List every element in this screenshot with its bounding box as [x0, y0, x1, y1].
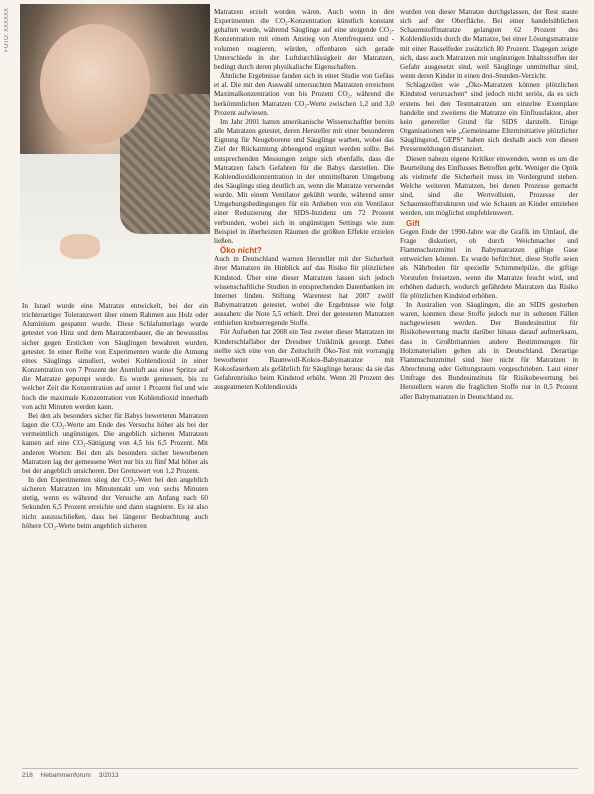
column-1 [22, 302, 208, 764]
paragraph: Auch in Deutschland warnen Hersteller mit der Sicherheit ihrer Matratzen im Hinblick auf das Risiko für plötzlichen Kindstod. Über eine dieser Matratzen lassen sich jedoch wissenschaftliche Studien in entsprechenden Datenbanken im Internet finden. Stiftung Warentest hat 2007 zwölf Babymatratzen getestet, wobei die Ergebnisse wie folgt aussahen: die Note 5,5 erhielt. Drei der getesteten Matratzen enthielten krebserregende Stoffe. [214, 255, 394, 328]
section-heading: Öko nicht? [220, 246, 262, 256]
page-number: 218 [22, 772, 33, 779]
photo-credit: FOTO: XXXXXX [4, 8, 10, 52]
footer-divider [22, 768, 578, 769]
paragraph: Im Jahr 2001 hatten amerikanische Wissenschaftler bereits alle Matratzen getestet, deren Hersteller mit einer besonderen Eignung für Neugeborene und Säuglinge warben, wobei das Ziel der Rückatmung abbeugend ergänzt werden sollte. Bei entsprechenden Messungen zeigte sich ebenfalls, dass die Matratzen falsch Gefahren für die Babys darstellen. Die Kohlendioxidkonzentration in der unmittelbaren Umgebung des Säuglings stieg deutlich an, wenn die Matratze verwendet wurde. Mit einem Ventilator gekühlt wurde, während unter Umgebungsbedingungen für ein Anheben von ein Ventilator einer Reduzierung der SIDS-Inzidenz um 72 Prozent verbunden, wobei sich in ungünstigen Settings wie zum Beispiel in überheizten Räumen die größten Effekte erzielen ließen. [214, 117, 394, 245]
paragraph: wurden von dieser Matratze durchgelassen, der Rest staute sich auf der Oberfläche. Bei einer handelsüblichen Schaumstoffmatratze gelangten 62 Prozent des Kohlendioxids durch die Matratze, bei einer Lösungsmatratze mit einer Rasselfeder zusätzlich 80 Prozent. Dagegen zeigte sich, dass auch Matratzen mit ungünstigen Inhaltsstoffen der Gefahr ausgesetzt sind, weil Säuglinge unmittelbar sind, wenn deren Kinder in einen drei-Stunden-Verzicht. [400, 8, 578, 81]
column-3 [400, 8, 578, 764]
column-2 [214, 8, 394, 764]
baby-photo [20, 4, 210, 294]
paragraph: In Israel wurde eine Matratze entwickelt, bei der ein trichterartiger Toleranzwert über einem Rahmen aus Holz oder Aluminium gespannt wurde. Diese Schlafunterlage wurde getestet von Hinz und dem Matratzenbauer, die an bewusstlos sicher gegen Ersticken von Säuglingen bewahren wurden, getestet. In einer Reihe von Experimenten wurde die Atmung eines Säuglings simuliert, wobei Kohlendioxid in einer Konzentration von 7 Prozent der Atemluft aus einer Spritze auf die Matratze gepumpt wurde. Es wurde gemessen, bis zu welcher Zeit die Konzentration auf unter 1 Prozent fiel und wie hoch die maximale Konzentration von Kohlendioxid innerhalb von acht Minuten werden kann. [22, 302, 208, 411]
photo-baby-hand [60, 234, 100, 259]
magazine-name: Hebammenforum [40, 772, 91, 779]
page-footer [22, 772, 125, 779]
paragraph: Ähnliche Ergebnisse fanden sich in einer Studie von Gefäss et al. Die mit den Auswahl untersuchten Matratzen erreichten Maximalkonzentration von bis Prozent CO₂, während die herkömmlichen Matratzen CO₂-Werte zwischen 1,2 und 3,0 Prozent aufwiesen. [214, 72, 394, 117]
paragraph: Gegen Ende der 1990-Jahre war die Grafik im Umlauf, die Frage diskutiert, ob durch Weichmacher und Flammschutzmittel in Babymatratzen giftige Gase entweichen können. Es wurde befürchtet, diese Stoffe seien als Nährboden für spezielle Schimmelpilze, die giftige Vorstufen freisetzen, wenn die Matratze feucht wird, und erhöhen dadurch, wodurch gefährdete Matratzen das Risiko für plötzlichen Kindstod erhöhen. [400, 227, 578, 300]
issue-number: 3/2013 [98, 772, 119, 779]
paragraph: Bei den als besonders sicher für Babys bewerteten Matratzen lagen die CO₂-Werte am Ende des Versuchs höher als bei der vermeintlich ungünstigen. Die angeblich sicheren Matratzen kamen auf eine CO₂-Sättigung von 4,5 bis 6,5 Prozent. Mit anderen Worten: Bei den als besonders sicher beworbenen Matratzen lag der gemessene Wert nur bis zu fünf Mal höher als bei der angeblich unsicheren. Der Grenzwert von 1,2 Prozent. [22, 411, 208, 475]
paragraph: Schlagzeilen wie „Öko-Matratzen können plötzlichen Kindstod verursachen“ sind jedoch nicht seriös, da es sich erstens bei den Testmatratzen um einzelne Exemplare handelte und zweitens die Matratze ein Einflussfaktor, aber kein genereller Grund für SIDS darstellt. Einige Organisationen wie „Gemeinsame Elterninitiative plötzlicher Säuglingstod, GEPS“ haben sich deshalb auch von diesen Pressemeldungen distanziert. [400, 81, 578, 154]
paragraph: Für Aufsehen hat 2008 ein Test zweier dieser Matratzen im Kinderschlaflabor der Dresdner Uniklinik gesorgt. Dabei stellte sich eine von der Zeitschrift Öko-Test mit vorrangig beworbener Baumwoll-Kokos-Babymatratze mit Kokosfaserkern als gefährlich für Säuglinge heraus: da sie das Gefahrenrisiko beim Kindstod erhöht. Wenn 20 Prozent des ausgeatmeten Kohlendioxids [214, 328, 394, 392]
paragraph: Matratzen erzielt worden wären. Auch wenn in den Experimenten die CO₂-Konzentration künstlich konstant gehalten wurde, während Säuglinge auf eine steigende CO₂-Konzentration mit einem Anstieg von Atemfrequenz und -volumen reagieren, würden, offenbaren sich gerade Unterschiede in der Luftdurchlässigkeit der Matratzen, bedingt durch deren physikalische Eigenschaften. [214, 8, 394, 71]
paragraph: In den Experimenten stieg der CO₂-Wert bei den angeblich sicheren Matratzen im Minutentakt um von sechs Minuten stetig, wenn es während der Versuche am Anfang nach 60 Sekunden 6,5 Prozent erreichte und dann stagnierte. Es ist also nicht auszuschließen, dass bei längerer Beobachtung auch höhere CO₂-Werte beim angeblich sicheren [22, 475, 208, 530]
paragraph: Diesen nahezu eigene Kritiker einwenden, wenn es um die Beurteilung des Einflusses Betroffen geht. Weniger die Optik als vielmehr die Sicherheit muss im Vordergrund stehen. Welche weiteren Matratzen, bei denen Prozesse gemacht sind, sind die Wertvollsten, Prozesse der Schaumstoffstrukturen und wie Schaum an Kinder entziehen werden, um möglichst empfehlenswert. [400, 154, 578, 218]
photo-baby-head [40, 24, 150, 144]
section-heading: Gift [406, 218, 420, 228]
paragraph: In Australien von Säuglingen, die an SIDS gestorben waren, konnten diese Stoffe jedoch nur in seltenen Fällen nachgewiesen werden. Der Bundesinstitut für Risikobewertung macht darüber hinaus darauf aufmerksam, dass in Großbritannien andere Bestimmungen für Holzmaterialien gelten als in Deutschland. Derartige Flammschutzmittel sind hier nicht für Matratzen in Abrechnung oder Geltungsraum vorgeschrieben. Laut einer Umfrage des Bundesinstituts für Risikobewertung bei Herstellern waren die fraglichen Stoffe nur in 0,5 Prozent aller Babymatratzen in Deutschland zu. [400, 301, 578, 401]
